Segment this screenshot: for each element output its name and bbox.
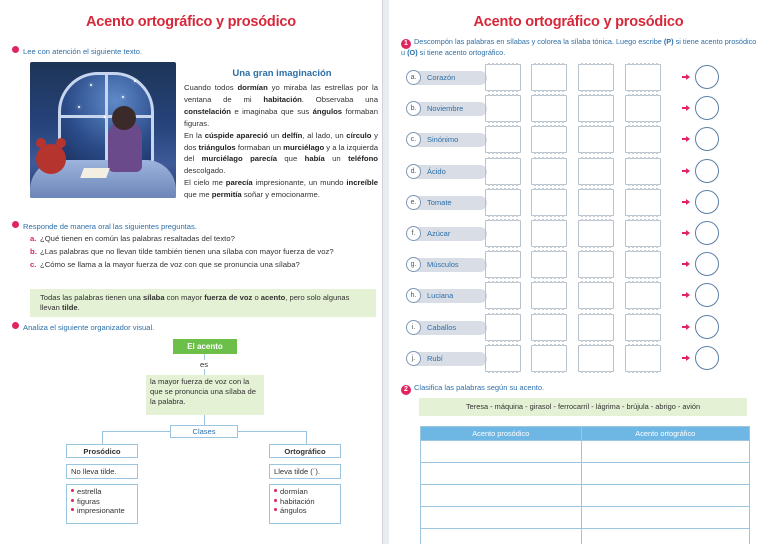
syllable-box[interactable] [578,158,614,185]
story-fragment: formaban figuras. [184,106,378,128]
word-label: Corazón [427,73,456,82]
word-pill [407,258,487,272]
arrow-icon [682,261,690,267]
story-fragment: yo miraba las estrellas por la ventana de mi [184,83,378,104]
word-label: Rubí [427,353,443,363]
syllable-row [405,220,751,246]
cell-ortografico[interactable] [581,463,749,485]
syllable-box[interactable] [578,64,614,91]
word-pill [407,196,487,210]
story-fragment: . Observaba una [301,94,378,104]
summary-note [30,289,376,317]
syllable-box[interactable] [578,282,614,309]
word-label: Músculos [427,260,459,270]
story-fragment: que me [184,190,212,200]
syllable-box[interactable] [531,126,567,153]
organizer-ortografico-rule: Lleva tilde (´). [269,464,341,479]
syllable-box[interactable] [485,345,521,372]
question-text: ¿Cómo se llama a la mayor fuerza de voz con que se pronuncia una sílaba? [40,260,300,269]
syllable-row [405,282,751,308]
activity-2-instruction [401,383,544,395]
syllable-box[interactable] [531,189,567,216]
highlighted-word: ángulos [312,106,343,116]
note-bold: sílaba [143,293,165,302]
syllable-box[interactable] [485,158,521,185]
syllable-box[interactable] [531,158,567,185]
word-letter: e. [406,195,421,210]
connector-line [306,431,307,444]
syllable-box[interactable] [625,189,661,216]
organizer-clases: Clases [170,425,238,438]
bullet-icon [71,499,74,502]
star-shape [78,106,80,108]
table-header-prosodico: Acento prosódico [421,427,582,441]
syllable-box[interactable] [625,345,661,372]
syllable-row [405,126,751,152]
note-bold: fuerza de voz [204,293,253,302]
highlighted-word: cúspide [204,130,234,140]
story-fragment: El cielo me [184,178,226,188]
syllable-box[interactable] [625,158,661,185]
word-label: Sinónimo [427,135,459,145]
story-fragment: En la [184,130,205,140]
answer-circle[interactable] [695,190,719,214]
book-shape [80,168,110,178]
arrow-icon [682,355,690,361]
table-row [421,507,750,529]
word-letter: b. [406,101,421,116]
note-fragment: con mayor [164,293,205,302]
example-item [71,497,133,507]
organizer-es: es [200,360,209,369]
highlighted-word: habitación [263,94,302,104]
activity-1-o: (O) [407,48,418,57]
syllable-box[interactable] [531,345,567,372]
bullet-icon [274,489,277,492]
highlighted-word: teléfono [348,154,378,164]
syllable-row [405,251,751,277]
bullet-icon [12,46,19,53]
syllable-box[interactable] [485,314,521,341]
syllable-box[interactable] [625,64,661,91]
answer-circle[interactable] [695,221,719,245]
right-page [389,0,768,544]
word-letter: g. [406,257,421,272]
syllable-box[interactable] [625,220,661,247]
connector-line [102,431,103,444]
answer-circle[interactable] [695,252,719,276]
word-bank: Teresa - máquina - girasol - ferrocarril - lágrima - brújula - abrigo - avión [419,398,747,416]
word-pill [407,165,487,179]
word-pill [407,71,487,85]
arrow-icon [682,230,690,236]
example-word: estrella [77,487,102,496]
table-row [421,463,750,485]
story-fragment: soñar y emocionarme. [241,190,320,200]
bullet-icon [71,489,74,492]
word-pill [407,102,487,116]
table-row [421,441,750,463]
answer-circle[interactable] [695,315,719,339]
word-letter: j. [406,351,421,366]
cell-ortografico[interactable] [581,441,749,463]
syllable-row [405,345,751,371]
word-label: Ácido [427,166,446,176]
question-list [30,234,376,273]
syllable-box[interactable] [578,345,614,372]
activity-2-text: Clasifica las palabras según su acento. [414,383,545,392]
arrow-icon [682,168,690,174]
story-fragment: e imaginaba que sus [231,106,313,116]
question-item [30,247,376,257]
highlighted-word: círculo [346,130,372,140]
note-fragment: o [252,293,261,302]
activity-1-instruction [401,38,757,58]
highlighted-word: permitía [211,190,242,200]
girl-head-shape [112,106,136,130]
syllable-box[interactable] [485,126,521,153]
word-label: Luciana [427,291,454,301]
highlighted-word: increíble [346,178,379,188]
word-label: Tomate [427,197,452,207]
example-item [71,487,133,497]
word-label: Caballos [427,322,457,332]
word-label: Noviembre [427,104,464,114]
syllable-row [405,158,751,184]
word-pill [407,227,487,241]
star-shape [122,96,124,98]
syllable-box[interactable] [625,126,661,153]
example-item [274,487,336,497]
story-title: Una gran imaginación [232,68,332,79]
highlighted-word: parecía [250,154,278,164]
organizer-prosodico-rule: No lleva tilde. [66,464,138,479]
word-letter: i. [406,320,421,335]
story-illustration [30,62,176,198]
word-letter: f. [406,226,421,241]
syllable-box[interactable] [578,314,614,341]
table-header-ortografico: Acento ortográfico [581,427,749,441]
syllable-row [405,314,751,340]
cell-ortografico[interactable] [581,485,749,507]
highlighted-word: parecía [225,178,253,188]
instruction-read-text: Lee con atención el siguiente texto. [23,47,143,56]
syllable-box[interactable] [578,220,614,247]
highlighted-word: apareció [236,130,269,140]
syllable-row [405,64,751,90]
table-row [421,529,750,544]
story-text [184,82,378,201]
word-letter: a. [406,70,421,85]
cell-prosodico[interactable] [421,485,582,507]
cell-prosodico[interactable] [421,441,582,463]
question-letter: a. [30,234,37,243]
word-letter: d. [406,164,421,179]
answer-circle[interactable] [695,65,719,89]
word-pill [407,289,487,303]
syllable-box[interactable] [531,251,567,278]
story-fragment: un [268,130,282,140]
story-fragment: descolgado. [184,166,226,176]
page-title-left: Acento ortográfico y prosódico [86,14,296,30]
word-pill [407,352,487,366]
question-text: ¿Las palabras que no llevan tilde también tienen una sílaba con mayor fuerza de voz? [40,247,334,256]
arrow-icon [682,324,690,330]
note-fragment: , pero solo algunas llevan [40,293,350,312]
bullet-icon [274,499,277,502]
syllable-box[interactable] [625,314,661,341]
syllable-box[interactable] [531,282,567,309]
cell-prosodico[interactable] [421,529,582,544]
syllable-box[interactable] [531,95,567,122]
syllable-box[interactable] [485,251,521,278]
cell-ortografico[interactable] [581,529,749,544]
story-fragment: que [277,154,305,164]
answer-circle[interactable] [695,96,719,120]
story-paragraph [184,82,378,130]
question-letter: b. [30,247,37,256]
star-shape [90,84,92,86]
syllable-box[interactable] [531,64,567,91]
activity-number-badge: 2 [401,385,411,395]
example-word: ángulos [280,506,307,515]
story-fragment: un [324,154,349,164]
note-bold: tilde [61,303,78,312]
organizer-definition: la mayor fuerza de voz con la que se pronuncia una sílaba de la palabra. [146,375,264,415]
bullet-icon [71,508,74,511]
example-item [274,497,336,507]
organizer-root: El acento [173,339,237,354]
answer-circle[interactable] [695,159,719,183]
instruction-answer-text: Responde de manera oral las siguientes preguntas. [23,222,197,231]
syllable-box[interactable] [578,189,614,216]
syllable-box[interactable] [485,95,521,122]
syllable-box[interactable] [485,189,521,216]
story-fragment: y a la izquierda del [184,142,378,164]
teddy-bear-shape [36,144,66,174]
question-text: ¿Qué tienen en común las palabras resaltadas del texto? [40,234,235,243]
question-item [30,260,376,270]
example-word: dormían [280,487,308,496]
highlighted-word: triángulos [198,142,236,152]
syllable-box[interactable] [625,95,661,122]
note-fragment: Todas las palabras tienen una [40,293,144,302]
syllable-box[interactable] [531,220,567,247]
arrow-icon [682,199,690,205]
arrow-icon [682,136,690,142]
syllable-box[interactable] [485,220,521,247]
arrow-icon [682,105,690,111]
story-paragraph [184,130,378,178]
instruction-read [12,46,142,56]
cell-prosodico[interactable] [421,463,582,485]
organizer-prosodico-examples [66,484,138,524]
story-fragment: Cuando todos [184,83,238,92]
story-fragment: , al lado, un [302,130,347,140]
word-pill [407,321,487,335]
syllable-box[interactable] [485,64,521,91]
bullet-icon [12,322,19,329]
instruction-analyze [12,322,154,332]
syllable-box[interactable] [625,251,661,278]
bullet-icon [274,508,277,511]
instruction-analyze-text: Analiza el siguiente organizador visual. [23,323,155,332]
highlighted-word: delfín [281,130,303,140]
syllable-box[interactable] [625,282,661,309]
bullet-icon [12,221,19,228]
note-fragment: . [77,303,80,312]
question-item [30,234,376,244]
activity-1-p: (P) [663,37,674,46]
highlighted-word: murciélago [283,142,325,152]
story-fragment [243,154,250,163]
story-fragment: y dos [184,130,379,152]
syllable-box[interactable] [485,282,521,309]
syllable-row [405,189,751,215]
question-letter: c. [30,260,37,269]
highlighted-word: había [304,154,325,164]
activity-number-badge: 1 [401,39,411,49]
note-bold: acento [260,293,286,302]
activity-1-text-b: si tiene acento prosódico u [401,37,757,57]
example-word: impresionante [77,506,125,515]
connector-line [204,415,205,425]
instruction-answer [12,221,197,231]
word-pill [407,133,487,147]
story-fragment: impresionante, un mundo [252,178,347,188]
cell-ortografico[interactable] [581,507,749,529]
answer-circle[interactable] [695,127,719,151]
activity-1-text-c: si tiene acento ortográfico. [417,48,506,57]
word-letter: h. [406,288,421,303]
highlighted-word: murciélago [201,154,243,164]
page-title-right: Acento ortográfico y prosódico [473,14,684,30]
arrow-icon [682,292,690,298]
table-row [421,485,750,507]
answer-circle[interactable] [695,283,719,307]
organizer-ortografico-title: Ortográfico [269,444,341,458]
answer-circle[interactable] [695,346,719,370]
syllable-box[interactable] [531,314,567,341]
syllable-box[interactable] [578,126,614,153]
example-item [71,506,133,516]
example-item [274,506,336,516]
syllable-box[interactable] [578,95,614,122]
star-shape [104,116,106,118]
word-letter: c. [406,132,421,147]
highlighted-word: dormían [237,83,268,92]
story-fragment: formaban un [235,142,284,152]
connector-line [238,431,306,432]
connector-line [102,431,170,432]
classification-table [420,426,750,544]
story-paragraph [184,177,378,201]
word-label: Azúcar [427,229,451,238]
highlighted-word: constelación [184,106,231,116]
syllable-box[interactable] [578,251,614,278]
arrow-icon [682,74,690,80]
example-word: habitación [280,496,315,506]
left-page [0,0,383,544]
activity-1-text-a: Descompón las palabras en sílabas y colorea la sílaba tónica. Luego escribe [414,37,664,46]
star-shape [134,80,136,82]
organizer-prosodico-title: Prosódico [66,444,138,458]
example-word: figuras [77,496,100,506]
cell-prosodico[interactable] [421,507,582,529]
organizer-ortografico-examples [269,484,341,524]
syllable-row [405,95,751,121]
